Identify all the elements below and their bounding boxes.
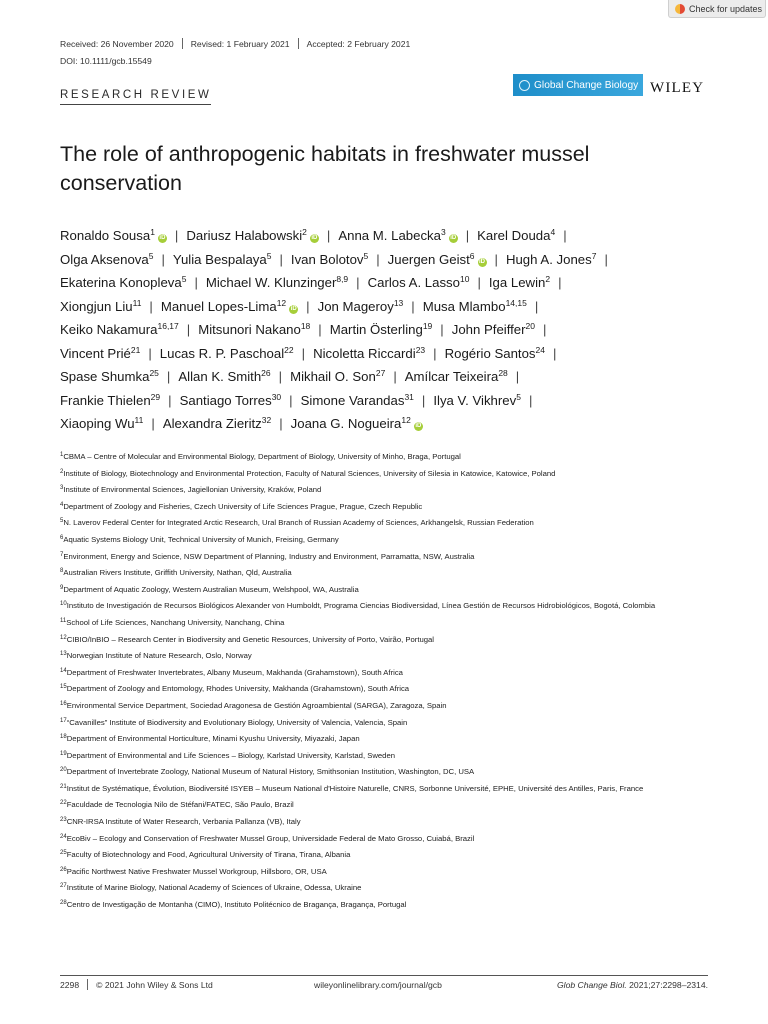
journal-url[interactable]: wileyonlinelibrary.com/journal/gcb bbox=[314, 979, 442, 990]
author-divider: | bbox=[604, 251, 608, 267]
author-affiliation-ref: 31 bbox=[404, 391, 414, 402]
affiliation-text: School of Life Sciences, Nanchang University, Nanchang, China bbox=[66, 617, 285, 627]
author[interactable] bbox=[60, 275, 186, 290]
revised-date: Revised: 1 February 2021 bbox=[190, 38, 290, 49]
author-divider: | bbox=[166, 369, 171, 384]
author-divider: | bbox=[186, 322, 191, 337]
author-line bbox=[60, 389, 722, 413]
author[interactable] bbox=[60, 346, 140, 361]
affiliation-text: Department of Aquatic Zoology, Western Australian Museum, Welshpool, WA, Australia bbox=[63, 584, 359, 594]
affiliation-number: 18 bbox=[60, 734, 67, 741]
author-divider: | bbox=[161, 251, 165, 267]
author-name: Mikhail O. Son bbox=[290, 369, 376, 384]
author-affiliation-ref: 25 bbox=[149, 368, 159, 378]
author[interactable] bbox=[206, 275, 348, 290]
author[interactable] bbox=[388, 252, 487, 267]
author-name: Keiko Nakamura bbox=[60, 322, 158, 337]
affiliation bbox=[60, 499, 710, 516]
author-affiliation-ref: 5 bbox=[363, 250, 369, 261]
check-for-updates-button[interactable] bbox=[668, 0, 766, 18]
author-name: Olga Aksenova bbox=[60, 251, 149, 267]
affiliation-text: Faculty of Biotechnology and Food, Agricultural University of Tirana, Tirana, Albania bbox=[66, 850, 351, 860]
author[interactable] bbox=[161, 299, 298, 314]
copyright: © 2021 John Wiley & Sons Ltd bbox=[96, 979, 213, 990]
affiliation-text: Department of Freshwater Invertebrates, Albany Museum, Makhanda (Grahamstown), South Africa bbox=[66, 667, 403, 677]
affiliation-number: 26 bbox=[60, 866, 67, 873]
affiliation-text: Faculdade de Tecnologia Nilo de Stéfani/FATEC, São Paulo, Brazil bbox=[66, 800, 294, 810]
affiliation-number: 28 bbox=[60, 900, 67, 907]
affiliation-text: CBMA – Centre of Molecular and Environmental Biology, Department of Biology, University of Minho, Braga, Portugal bbox=[63, 452, 461, 461]
affiliation-text: Department of Environmental Horticulture, Minami Kyushu University, Miyazaki, Japan bbox=[66, 734, 360, 744]
author-divider: | bbox=[494, 251, 498, 267]
author-affiliation-ref: 11 bbox=[134, 415, 144, 425]
author-divider: | bbox=[440, 322, 444, 337]
globe-icon bbox=[519, 80, 530, 91]
author-divider: | bbox=[151, 416, 155, 431]
author-affiliation-ref: 10 bbox=[459, 274, 470, 284]
affiliation-number: 11 bbox=[60, 617, 67, 624]
author-divider: | bbox=[149, 298, 153, 314]
author-line bbox=[60, 342, 722, 366]
orcid-icon[interactable]: iD bbox=[450, 235, 457, 241]
affiliation bbox=[60, 814, 710, 831]
author[interactable] bbox=[506, 252, 597, 267]
author-divider: | bbox=[194, 275, 198, 290]
affiliation-text: Department of Environmental and Life Sciences – Biology, Karlstad University, Karlstad, Sweden bbox=[66, 750, 395, 760]
author-affiliation-ref: 24 bbox=[535, 344, 545, 355]
affiliation-text: N. Laverov Federal Center for Integrated Arctic Research, Ural Branch of Russian Academy of Sciences, Arkhangelsk, Russian Federation bbox=[63, 518, 534, 528]
author-divider: | bbox=[289, 392, 293, 408]
author[interactable] bbox=[163, 416, 271, 431]
author-divider: | bbox=[465, 228, 470, 243]
author[interactable] bbox=[186, 228, 319, 243]
affiliation-number: 12 bbox=[60, 634, 67, 641]
affiliation-text: Department of Zoology and Fisheries, Czech University of Life Sciences Prague, Prague, Czech Republic bbox=[63, 501, 423, 511]
author-divider: | bbox=[534, 298, 539, 314]
author-divider: | bbox=[515, 369, 520, 384]
author-name: Dariusz Halabowski bbox=[186, 228, 303, 243]
affiliation-number: 16 bbox=[60, 700, 67, 707]
affiliation-text: “Cavanilles” Institute of Biodiversity and Evolutionary Biology, University of Valencia, Valencia, Spain bbox=[66, 717, 408, 727]
author-divider: | bbox=[563, 228, 567, 243]
author-divider: | bbox=[174, 228, 179, 243]
author-affiliation-ref: 16,17 bbox=[157, 321, 179, 331]
author-divider: | bbox=[306, 298, 310, 314]
author[interactable] bbox=[489, 275, 550, 290]
affiliation-text: Instituto de Investigación de Recursos Biológicos Alexander von Humboldt, Programa Ciencias Biodiversidad, Línea Gestión de Recursos Hidrobiológicos, Bogotá, Colombia bbox=[66, 601, 656, 611]
author[interactable] bbox=[330, 322, 433, 337]
affiliation-number: 15 bbox=[60, 684, 67, 691]
author[interactable] bbox=[452, 322, 535, 337]
author-affiliation-ref: 18 bbox=[300, 321, 311, 331]
author-name: Ilya V. Vikhrev bbox=[433, 392, 517, 408]
author[interactable] bbox=[60, 393, 160, 408]
affiliation bbox=[60, 615, 710, 632]
author-affiliation-ref: 3 bbox=[440, 227, 446, 237]
author-affiliation-ref: 19 bbox=[422, 321, 433, 331]
author-divider: | bbox=[376, 251, 380, 267]
affiliation-text: Norwegian Institute of Nature Research, Oslo, Norway bbox=[66, 651, 252, 661]
author-name: Rogério Santos bbox=[444, 345, 536, 361]
affiliation bbox=[60, 681, 710, 698]
author[interactable] bbox=[313, 346, 425, 361]
author-divider: | bbox=[433, 345, 437, 361]
author-name: Karel Douda bbox=[477, 228, 551, 243]
affiliation bbox=[60, 515, 710, 532]
author-divider: | bbox=[558, 275, 562, 290]
author[interactable] bbox=[160, 346, 294, 361]
affiliation-number: 23 bbox=[60, 817, 67, 824]
author[interactable] bbox=[198, 322, 310, 337]
author-name: Hugh A. Jones bbox=[505, 251, 592, 267]
author-divider: | bbox=[168, 392, 172, 408]
author-affiliation-ref: 12 bbox=[276, 297, 287, 308]
affiliation-text: Environment, Energy and Science, NSW Department of Planning, Industry and Environment, Parramatta, NSW, Australia bbox=[63, 551, 475, 561]
affiliation-text: Institute of Biology, Biotechnology and Environmental Protection, Faculty of Natural Sciences, University of Silesia in Katowice, Katowice, Poland bbox=[63, 468, 556, 478]
author-affiliation-ref: 6 bbox=[469, 250, 475, 261]
author-name: Spase Shumka bbox=[60, 369, 150, 384]
author-divider: | bbox=[477, 275, 481, 290]
affiliation-text: Institute of Environmental Sciences, Jagiellonian University, Kraków, Poland bbox=[63, 485, 322, 495]
citation bbox=[557, 980, 708, 990]
affiliation-text: Australian Rivers Institute, Griffith University, Nathan, Qld, Australia bbox=[63, 568, 292, 578]
affiliation bbox=[60, 648, 710, 665]
author-divider: | bbox=[318, 322, 322, 337]
author[interactable] bbox=[445, 346, 545, 361]
author-divider: | bbox=[411, 298, 415, 314]
affiliation-number: 5 bbox=[60, 518, 64, 525]
meta-divider bbox=[182, 38, 183, 49]
author-divider: | bbox=[279, 416, 283, 431]
author-affiliation-ref: 20 bbox=[525, 321, 535, 331]
affiliation-number: 24 bbox=[60, 833, 67, 840]
author-line bbox=[60, 295, 722, 319]
author-affiliation-ref: 14,15 bbox=[505, 297, 527, 308]
affiliation-number: 6 bbox=[60, 534, 64, 541]
page-footer bbox=[60, 979, 708, 990]
affiliation-number: 14 bbox=[60, 667, 67, 674]
affiliation-text: CIBIO/InBIO – Research Center in Biodiversity and Genetic Resources, University of Porto, Vairão, Portugal bbox=[66, 634, 434, 644]
orcid-icon[interactable]: iD bbox=[159, 235, 166, 241]
author-affiliation-ref: 32 bbox=[261, 415, 272, 425]
author-divider: | bbox=[393, 369, 397, 384]
author-name: Ivan Bolotov bbox=[290, 251, 364, 267]
author-name: Iga Lewin bbox=[488, 275, 546, 290]
author-affiliation-ref: 5 bbox=[266, 250, 272, 261]
author[interactable] bbox=[368, 275, 470, 290]
affiliation-number: 25 bbox=[60, 850, 67, 857]
author-name: Xiongjun Liu bbox=[60, 298, 133, 314]
affiliation-list bbox=[60, 449, 710, 914]
affiliation-text: CNR-IRSA Institute of Water Research, Verbania Pallanza (VB), Italy bbox=[66, 817, 301, 827]
author[interactable] bbox=[180, 393, 282, 408]
orcid-icon[interactable]: iD bbox=[415, 423, 422, 429]
affiliation-number: 20 bbox=[60, 767, 67, 774]
author-name: Ekaterina Konopleva bbox=[60, 275, 182, 290]
author-name: Musa Mlambo bbox=[422, 298, 506, 314]
author-name: Jon Mageroy bbox=[317, 298, 394, 314]
orcid-icon[interactable]: iD bbox=[290, 305, 297, 312]
author-name: Martin Österling bbox=[329, 322, 423, 337]
author-divider: | bbox=[326, 228, 331, 243]
author[interactable] bbox=[290, 369, 385, 384]
affiliation bbox=[60, 582, 710, 599]
author-affiliation-ref: 8,9 bbox=[336, 274, 349, 284]
author-affiliation-ref: 26 bbox=[261, 368, 271, 378]
author-divider: | bbox=[148, 345, 152, 361]
author-name: Alexandra Zieritz bbox=[162, 416, 262, 431]
affiliation bbox=[60, 897, 710, 914]
author-name: Anna M. Labecka bbox=[338, 228, 441, 243]
author-line bbox=[60, 271, 722, 295]
author-name: Yulia Bespalaya bbox=[172, 251, 267, 267]
author-name: Mitsunori Nakano bbox=[198, 322, 301, 337]
author-name: Simone Varandas bbox=[300, 392, 405, 408]
author-affiliation-ref: 4 bbox=[550, 227, 556, 237]
crossmark-icon bbox=[675, 4, 685, 14]
affiliation bbox=[60, 632, 710, 649]
citation-details: 2021;27:2298–2314. bbox=[626, 979, 708, 990]
author-affiliation-ref: 30 bbox=[271, 391, 282, 402]
affiliation bbox=[60, 466, 710, 483]
author[interactable] bbox=[318, 299, 404, 314]
author-name: Amílcar Teixeira bbox=[404, 369, 499, 384]
author-list bbox=[60, 224, 722, 436]
received-date: Received: 26 November 2020 bbox=[60, 38, 174, 49]
affiliation-text: Centro de Investigação de Montanha (CIMO), Instituto Politécnico de Bragança, Bragança, Portugal bbox=[66, 900, 407, 910]
author[interactable] bbox=[301, 393, 414, 408]
author-name: Joana G. Nogueira bbox=[290, 416, 402, 431]
author[interactable] bbox=[291, 416, 423, 431]
meta-divider bbox=[298, 38, 299, 49]
author-line bbox=[60, 412, 722, 436]
author-affiliation-ref: 11 bbox=[132, 297, 142, 308]
author-name: Nicoletta Riccardi bbox=[313, 345, 416, 361]
journal-name: Global Change Biology bbox=[534, 79, 639, 91]
affiliation bbox=[60, 764, 710, 781]
author-name: Allan K. Smith bbox=[178, 369, 262, 384]
author-affiliation-ref: 5 bbox=[181, 274, 187, 284]
doi-link[interactable]: DOI: 10.1111/gcb.15549 bbox=[60, 56, 152, 66]
affiliation-number: 13 bbox=[60, 651, 67, 658]
author[interactable] bbox=[60, 228, 167, 243]
author[interactable] bbox=[477, 228, 555, 243]
author-name: Santiago Torres bbox=[179, 392, 272, 408]
affiliation-text: Department of Zoology and Entomology, Rhodes University, Makhanda (Grahamstown), South Africa bbox=[66, 684, 410, 694]
orcid-icon[interactable]: iD bbox=[311, 235, 318, 241]
author[interactable] bbox=[178, 369, 270, 384]
author[interactable] bbox=[60, 416, 143, 431]
affiliation-number: 19 bbox=[60, 750, 67, 757]
journal-abbrev: Glob Change Biol. bbox=[557, 979, 627, 990]
author[interactable] bbox=[60, 369, 159, 384]
affiliation bbox=[60, 831, 710, 848]
author-name: Manuel Lopes-Lima bbox=[160, 298, 277, 314]
author[interactable] bbox=[173, 252, 272, 267]
affiliation-number: 7 bbox=[60, 551, 64, 558]
affiliation bbox=[60, 748, 710, 765]
author[interactable] bbox=[423, 299, 527, 314]
author-name: Ronaldo Sousa bbox=[60, 228, 151, 243]
author-affiliation-ref: 2 bbox=[302, 227, 307, 237]
author-name: Vincent Prié bbox=[60, 345, 131, 361]
affiliation-text: Institut de Systématique, Évolution, Biodiversité ISYEB – Museum National d'Histoire Naturelle, CNRS, Sorbonne Université, EPHE, Université des Antilles, Paris, France bbox=[66, 783, 644, 793]
affiliation bbox=[60, 715, 710, 732]
author-affiliation-ref: 23 bbox=[415, 344, 426, 355]
affiliation bbox=[60, 665, 710, 682]
affiliation-number: 22 bbox=[60, 800, 67, 807]
affiliation-number: 17 bbox=[60, 717, 67, 724]
affiliation-number: 21 bbox=[60, 783, 67, 790]
author-affiliation-ref: 1 bbox=[150, 227, 155, 237]
author-divider: | bbox=[543, 322, 547, 337]
article-title: The role of anthropogenic habitats in freshwater mussel conservation bbox=[60, 142, 590, 195]
accepted-date: Accepted: 2 February 2021 bbox=[306, 38, 411, 49]
author-name: Michael W. Klunzinger bbox=[205, 275, 337, 290]
author-divider: | bbox=[278, 369, 283, 384]
author-affiliation-ref: 22 bbox=[284, 344, 294, 355]
footer-rule bbox=[60, 975, 708, 976]
author-affiliation-ref: 5 bbox=[148, 250, 154, 261]
affiliation-text: Pacific Northwest Native Freshwater Mussel Workgroup, Hillsboro, OR, USA bbox=[66, 866, 327, 876]
affiliation bbox=[60, 549, 710, 566]
affiliation bbox=[60, 482, 710, 499]
affiliation bbox=[60, 880, 710, 897]
author-affiliation-ref: 21 bbox=[130, 344, 141, 355]
author-name: Xiaoping Wu bbox=[60, 416, 135, 431]
affiliation-text: Aquatic Systems Biology Unit, Technical University of Munich, Freising, Germany bbox=[63, 534, 339, 544]
affiliation-text: EcoBiv – Ecology and Conservation of Freshwater Mussel Group, Universidade Federal de Mato Grosso, Cuiabá, Brazil bbox=[66, 833, 475, 843]
article-history bbox=[60, 38, 410, 49]
affiliation-number: 1 bbox=[60, 452, 64, 458]
author-divider: | bbox=[528, 392, 533, 408]
affiliation bbox=[60, 864, 710, 881]
author[interactable] bbox=[433, 393, 521, 408]
affiliation bbox=[60, 532, 710, 549]
author-divider: | bbox=[279, 251, 283, 267]
author-divider: | bbox=[301, 345, 306, 361]
article-type-label: RESEARCH REVIEW bbox=[60, 89, 211, 105]
author-divider: | bbox=[356, 275, 360, 290]
author-affiliation-ref: 7 bbox=[591, 250, 597, 261]
affiliation bbox=[60, 598, 710, 615]
affiliation-number: 8 bbox=[60, 568, 64, 575]
affiliation bbox=[60, 731, 710, 748]
footer-divider bbox=[87, 979, 88, 990]
author-divider: | bbox=[552, 345, 557, 361]
affiliation-text: Institute of Marine Biology, National Academy of Sciences of Ukraine, Odessa, Ukraine bbox=[66, 883, 362, 893]
affiliation-number: 3 bbox=[60, 485, 64, 492]
author-divider: | bbox=[421, 392, 426, 408]
author-affiliation-ref: 2 bbox=[545, 274, 551, 284]
author[interactable] bbox=[405, 369, 508, 384]
author-affiliation-ref: 12 bbox=[401, 415, 411, 425]
author[interactable] bbox=[60, 322, 179, 337]
author-line bbox=[60, 248, 722, 272]
author-affiliation-ref: 13 bbox=[393, 297, 404, 308]
author-name: Carlos A. Lasso bbox=[367, 275, 460, 290]
affiliation bbox=[60, 449, 710, 466]
author-name: Juergen Geist bbox=[387, 251, 470, 267]
affiliation bbox=[60, 698, 710, 715]
author-line bbox=[60, 224, 722, 248]
orcid-icon[interactable]: iD bbox=[479, 258, 486, 265]
affiliation-text: Environmental Service Department, Sociedad Aragonesa de Gestión Agroambiental (SARGA), Zaragoza, Spain bbox=[66, 700, 447, 710]
affiliation-text: Department of Invertebrate Zoology, National Museum of Natural History, Smithsonian Institution, Washington, DC, USA bbox=[66, 767, 475, 777]
author-name: Frankie Thielen bbox=[60, 392, 151, 408]
affiliation-number: 2 bbox=[60, 468, 64, 475]
author-affiliation-ref: 27 bbox=[375, 368, 386, 378]
affiliation-number: 9 bbox=[60, 584, 64, 591]
affiliation-number: 10 bbox=[60, 601, 67, 608]
author-affiliation-ref: 5 bbox=[516, 391, 521, 402]
author-line bbox=[60, 365, 722, 389]
author[interactable] bbox=[338, 228, 457, 243]
author-affiliation-ref: 29 bbox=[150, 391, 161, 402]
affiliation bbox=[60, 847, 710, 864]
author-affiliation-ref: 28 bbox=[498, 368, 508, 378]
affiliation bbox=[60, 565, 710, 582]
author[interactable] bbox=[60, 252, 153, 267]
author[interactable] bbox=[291, 252, 368, 267]
journal-logo[interactable] bbox=[513, 74, 643, 96]
author-name: John Pfeiffer bbox=[451, 322, 526, 337]
affiliation bbox=[60, 781, 710, 798]
author-line bbox=[60, 318, 722, 342]
affiliation-number: 4 bbox=[60, 501, 64, 508]
author[interactable] bbox=[60, 299, 141, 314]
publisher-logo: WILEY bbox=[650, 80, 705, 96]
check-for-updates-label: Check for updates bbox=[689, 3, 763, 14]
affiliation-number: 27 bbox=[60, 883, 67, 890]
author-name: Lucas R. P. Paschoal bbox=[159, 345, 285, 361]
affiliation bbox=[60, 797, 710, 814]
page-number: 2298 bbox=[60, 979, 80, 990]
